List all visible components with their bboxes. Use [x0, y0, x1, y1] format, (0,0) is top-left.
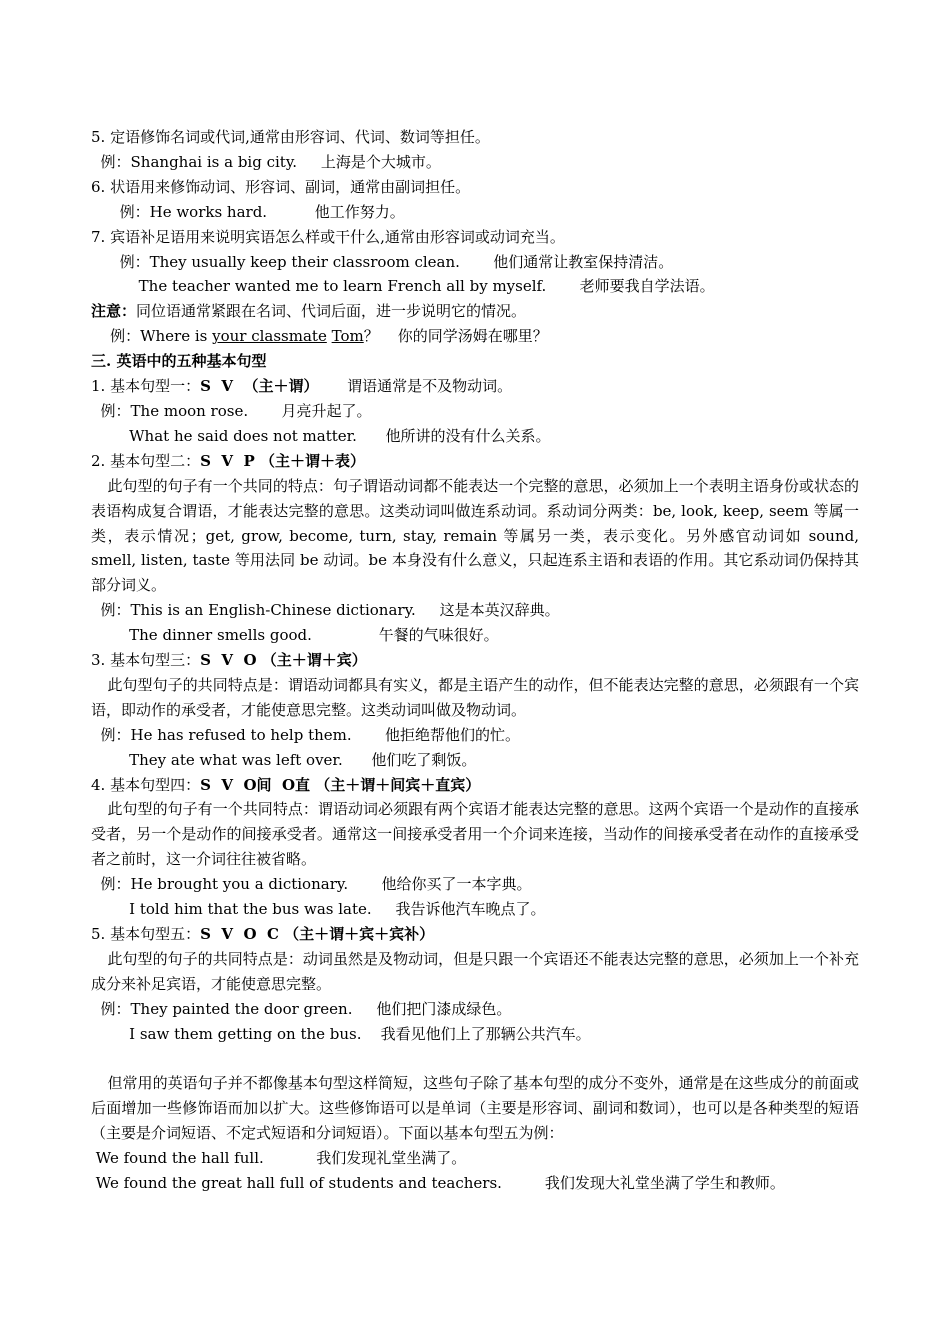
- pattern-2-heading: [91, 449, 859, 474]
- extension-example-2: We found the great hall full of students and teachers. 我们发现大礼堂坐满了学生和教师。: [91, 1174, 785, 1193]
- pattern-2-label: 2. 基本句型二：: [91, 451, 201, 470]
- note-text: 同位语通常紧跟在名词、代词后面，进一步说明它的情况。: [136, 302, 527, 321]
- appositive-example: [91, 324, 859, 349]
- pattern-1-example-2: What he said does not matter. 他所讲的没有什么关系。: [91, 426, 551, 445]
- pattern-1-note: 谓语通常是不及物动词。: [318, 377, 513, 396]
- pattern-4-heading: [91, 773, 859, 798]
- pattern-5-label: 5. 基本句型五：: [91, 925, 201, 943]
- underlined-name: Tom: [331, 327, 364, 346]
- pattern-4-formula: S V O间 O直 （主＋谓＋间宾＋直宾）: [200, 775, 481, 794]
- pattern-2-example-2: The dinner smells good. 午餐的气味很好。: [91, 626, 499, 645]
- pattern-3-formula: S V O （主＋谓＋宾）: [200, 651, 367, 670]
- pattern-3-explanation: 此句型句子的共同特点是：谓语动词都具有实义，都是主语产生的动作，但不能表达完整的意思，必须跟有一个宾语，即动作的承受者，才能使意思完整。这类动词叫做及物动词。: [91, 675, 859, 719]
- pattern-1-example-1: 例：The moon rose. 月亮升起了。: [91, 401, 372, 420]
- complement-rule: 7. 宾语补足语用来说明宾语怎么样或干什么,通常由形容词或动词充当。: [91, 227, 565, 246]
- pattern-5-example-2: I saw them getting on the bus. 我看见他们上了那辆公共汽车。: [91, 1024, 591, 1043]
- complement-example-2: The teacher wanted me to learn French all by myself. 老师要我自学法语。: [91, 277, 715, 296]
- pattern-1-heading: [91, 374, 859, 399]
- appositive-note: [91, 299, 859, 324]
- pattern-3-label: 3. 基本句型三：: [91, 651, 201, 670]
- document-page: [91, 125, 859, 1196]
- adverbial-example: 例：He works hard. 他工作努力。: [91, 202, 405, 221]
- extension-explanation: 但常用的英语句子并不都像基本句型这样简短，这些句子除了基本句型的成分不变外，通常是在这些成分的前面或后面增加一些修饰语而加以扩大。这些修饰语可以是单词（主要是形容词、副词和数词），也可以是各种类型的短语（主要是介词短语、不定式短语和分词短语）。下面以基本句型五为例：: [91, 1074, 859, 1143]
- pattern-3-example-2: They ate what was left over. 他们吃了剩饭。: [91, 750, 477, 769]
- extension-example-1: We found the hall full. 我们发现礼堂坐满了。: [91, 1149, 467, 1168]
- pattern-1-label: 1. 基本句型一：: [91, 377, 201, 396]
- pattern-2-explanation: 此句型的句子有一个共同的特点：句子谓语动词都不能表达一个完整的意思，必须加上一个表明主语身份或状态的表语构成复合谓语，才能表达完整的意思。这类动词叫做连系动词。系动词分两类：be, look, keep, seem 等属一类，表示情况；get, grow, become, turn, stay, remain 等属另一类，表示变化。另外感官动词如 sound, smell, listen, taste 等用法同 be 动词。be 本身没有什么意义，只起连系主语和表语的作用。其它系动词仍保持其部分词义。: [91, 476, 859, 595]
- example-suffix: ？ 你的同学汤姆在哪里？: [363, 327, 548, 346]
- pattern-1-formula: S V （主＋谓）: [200, 377, 319, 396]
- note-label: 注意：: [91, 302, 137, 321]
- pattern-2-formula: S V P （主＋谓＋表）: [200, 451, 365, 470]
- pattern-4-example-1: 例：He brought you a dictionary. 他给你买了一本字典。: [91, 875, 532, 894]
- pattern-5-example-1: 例：They painted the door green. 他们把门漆成绿色。: [91, 999, 512, 1018]
- pattern-5-explanation: 此句型的句子的共同特点是：动词虽然是及物动词，但是只跟一个宾语还不能表达完整的意思，必须加上一个补充成分来补足宾语，才能使意思完整。: [91, 949, 859, 993]
- pattern-3-heading: [91, 648, 859, 673]
- blank-line: [91, 1047, 859, 1072]
- attribute-example: 例：Shanghai is a big city. 上海是个大城市。: [91, 152, 441, 171]
- pattern-4-explanation: 此句型的句子有一个共同特点：谓语动词必须跟有两个宾语才能表达完整的意思。这两个宾语一个是动作的直接承受者，另一个是动作的间接承受者。通常这一间接承受者用一个介词来连接，当动作的间接承受者在动作的直接承受者之前时，这一介词往往被省略。: [91, 800, 859, 869]
- pattern-4-example-2: I told him that the bus was late. 我告诉他汽车晚点了。: [91, 900, 546, 919]
- complement-example-1: 例：They usually keep their classroom clean. 他们通常让教室保持清洁。: [91, 252, 674, 271]
- pattern-5-formula: S V O C （主＋谓＋宾＋宾补）: [200, 925, 435, 943]
- pattern-3-example-1: 例：He has refused to help them. 他拒绝帮他们的忙。: [91, 725, 521, 744]
- pattern-2-example-1: 例：This is an English-Chinese dictionary. 这是本英汉辞典。: [91, 601, 560, 620]
- pattern-4-label: 4. 基本句型四：: [91, 775, 201, 794]
- pattern-5-heading: [91, 922, 859, 947]
- adverbial-rule: 6. 状语用来修饰动词、形容词、副词，通常由副词担任。: [91, 177, 471, 196]
- underlined-phrase: your classmate: [212, 327, 327, 346]
- attribute-rule: 5. 定语修饰名词或代词,通常由形容词、代词、数词等担任。: [91, 128, 490, 146]
- section-heading: 三. 英语中的五种基本句型: [91, 352, 267, 371]
- example-prefix: 例：Where is: [91, 327, 213, 346]
